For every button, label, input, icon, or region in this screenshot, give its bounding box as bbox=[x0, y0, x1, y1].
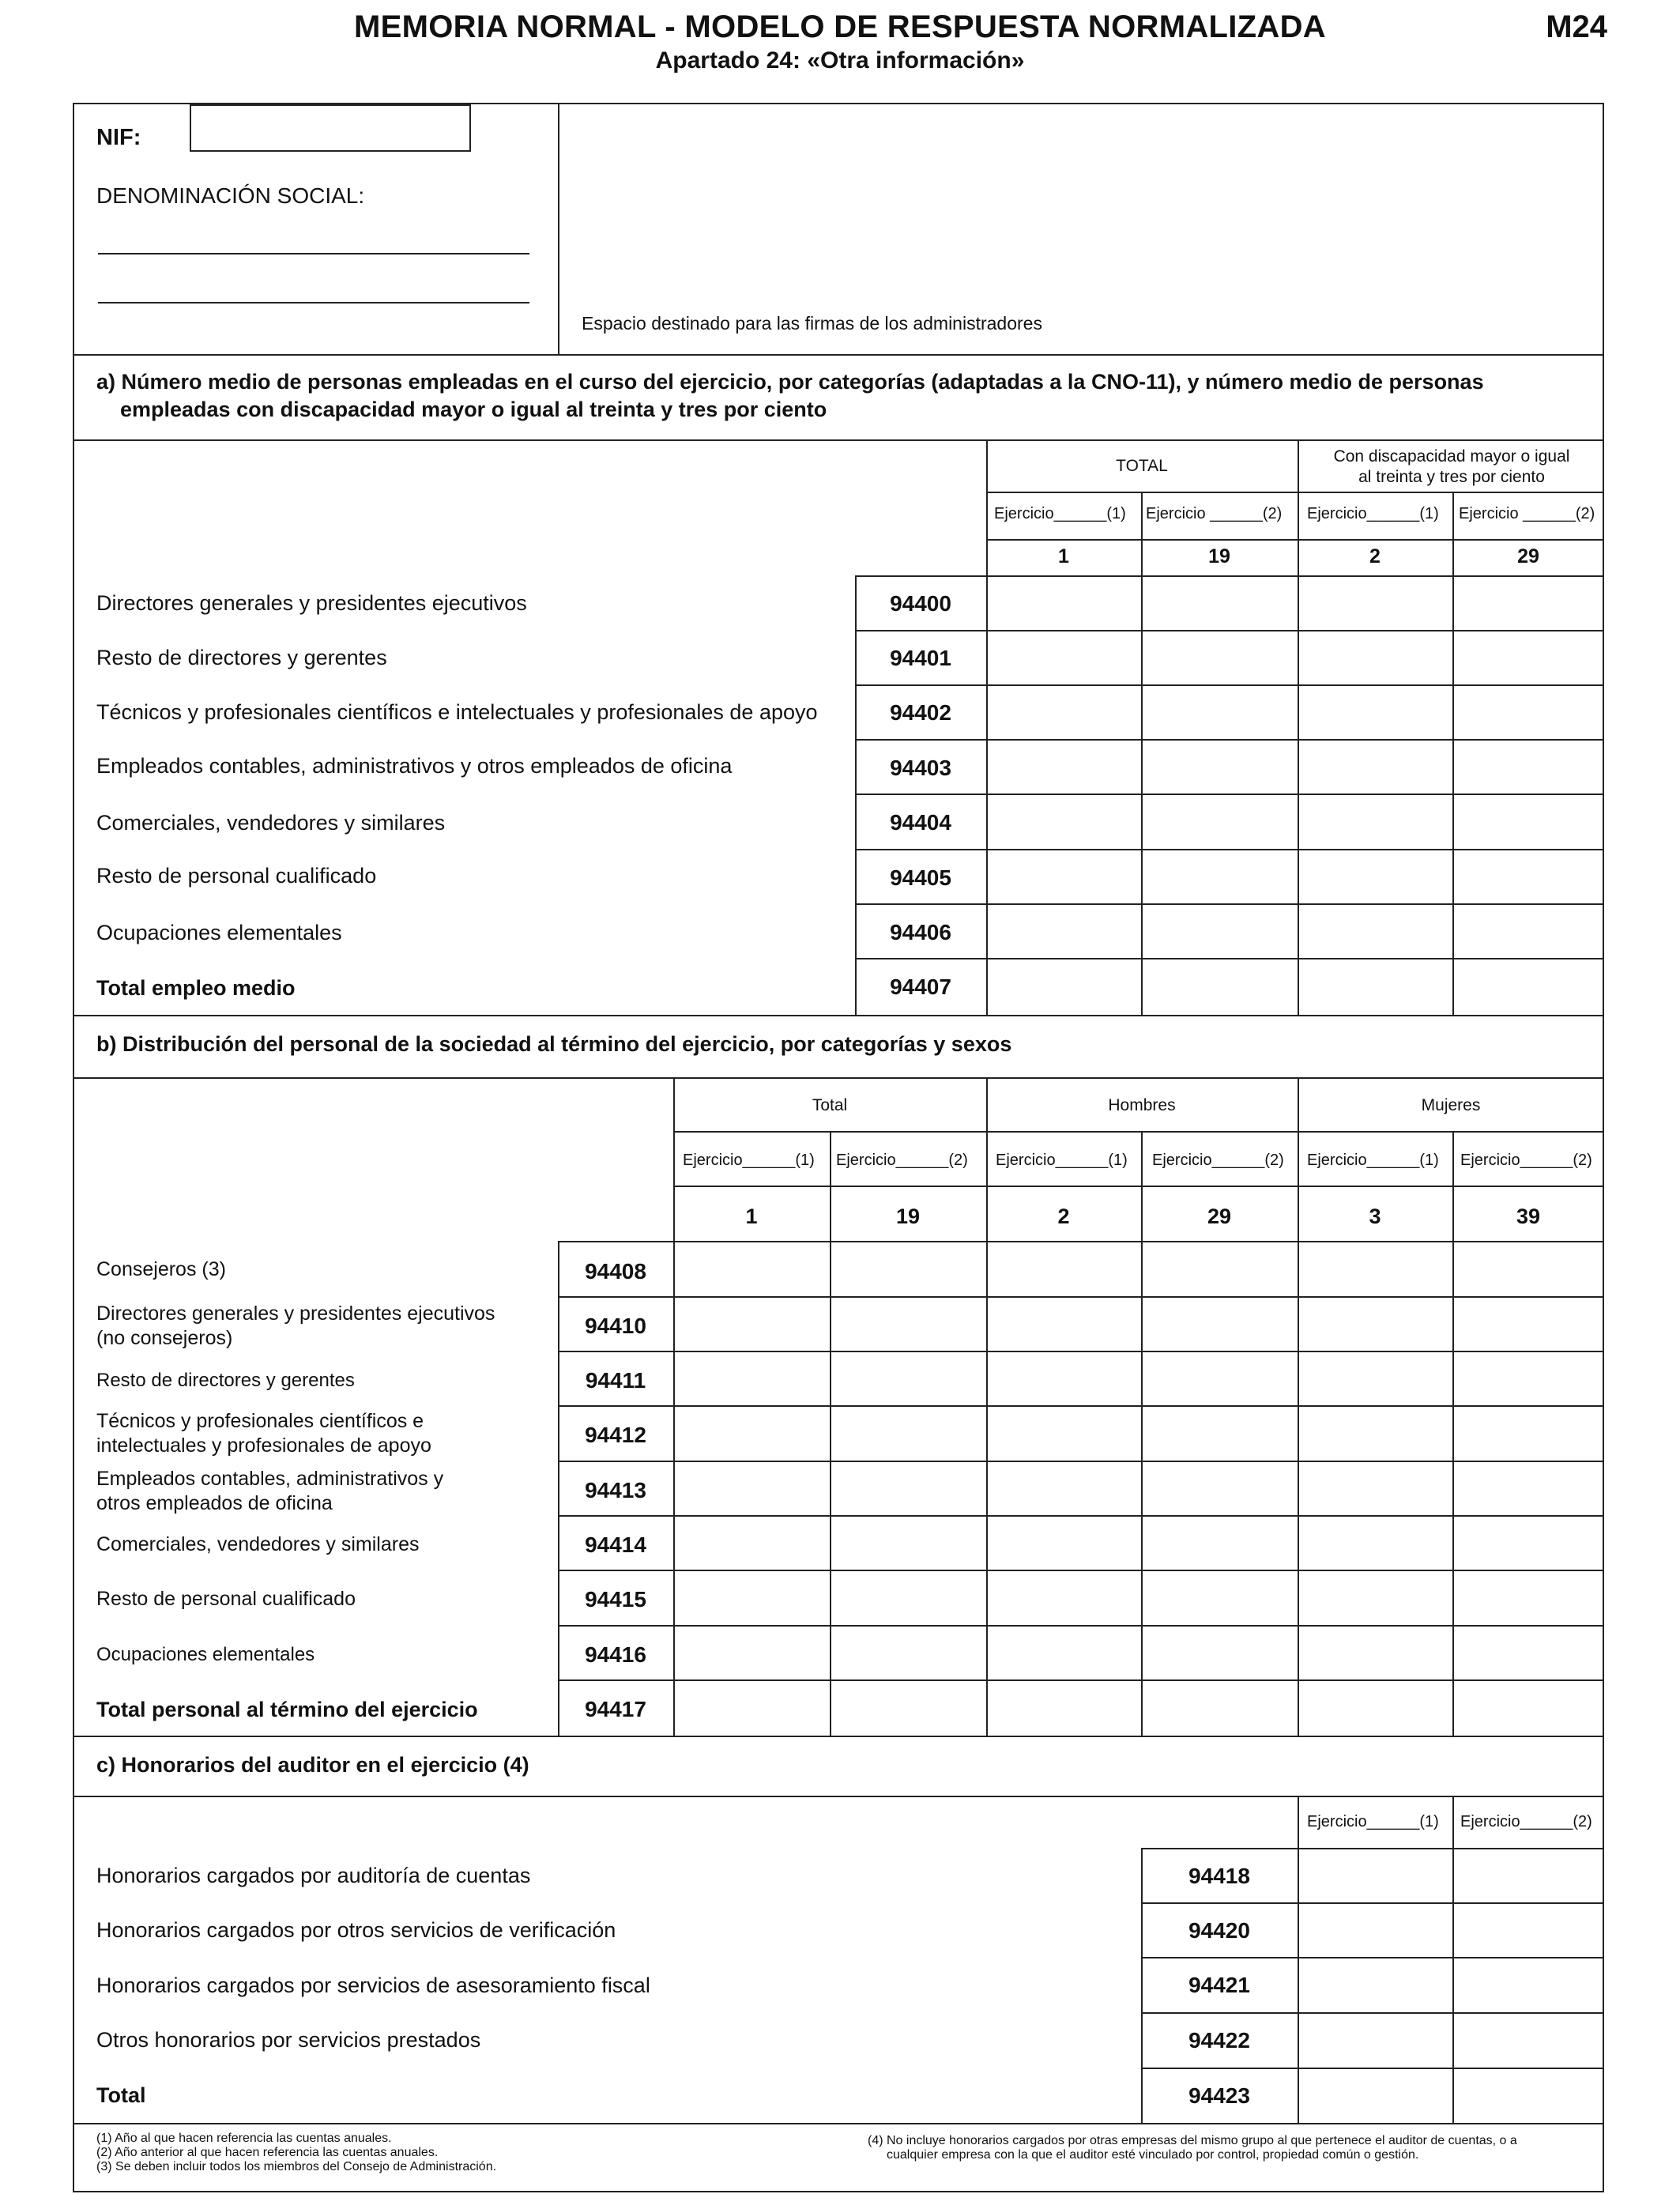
rule-a-table-top bbox=[73, 439, 1604, 441]
b-row-label: Ocupaciones elementales bbox=[96, 1644, 315, 1665]
input-cell[interactable] bbox=[988, 741, 1141, 794]
footnote-2: (2) Año anterior al que hacen referencia las cuentas anuales. bbox=[96, 2146, 439, 2159]
grid-line bbox=[855, 575, 857, 1015]
input-cell[interactable] bbox=[1143, 905, 1298, 958]
rule-footnotes bbox=[73, 2123, 1604, 2124]
b-row-code: 94413 bbox=[585, 1478, 646, 1502]
c-row-label: Total bbox=[96, 2083, 146, 2107]
denominacion-line-1[interactable] bbox=[98, 253, 529, 254]
input-cell[interactable] bbox=[1454, 1904, 1604, 1957]
input-cell[interactable] bbox=[1299, 1571, 1452, 1625]
input-cell[interactable] bbox=[831, 1242, 986, 1296]
input-cell[interactable] bbox=[1454, 1462, 1604, 1515]
input-cell[interactable] bbox=[1454, 686, 1604, 739]
a-row-code: 94401 bbox=[890, 646, 951, 670]
input-cell[interactable] bbox=[1299, 1681, 1452, 1736]
b-row-label-2: otros empleados de oficina bbox=[96, 1492, 333, 1514]
b-colnum-5: 3 bbox=[1369, 1204, 1381, 1228]
input-cell[interactable] bbox=[988, 631, 1141, 684]
b-colnum-3: 2 bbox=[1057, 1204, 1070, 1228]
a-row-label: Resto de directores y gerentes bbox=[96, 646, 387, 669]
input-cell[interactable] bbox=[1299, 1904, 1452, 1957]
input-cell[interactable] bbox=[1299, 959, 1452, 1015]
b-row-code: 94412 bbox=[585, 1423, 646, 1447]
b-row-code: 94408 bbox=[585, 1259, 646, 1284]
c-row-label: Otros honorarios por servicios prestados bbox=[96, 2028, 481, 2052]
input-cell[interactable] bbox=[675, 1352, 830, 1405]
input-cell[interactable] bbox=[988, 1681, 1141, 1736]
input-cell[interactable] bbox=[831, 1571, 986, 1625]
form-subtitle: Apartado 24: «Otra información» bbox=[655, 47, 1025, 74]
footnote-3: (3) Se deben incluir todos los miembros del Consejo de Administración. bbox=[96, 2160, 497, 2173]
input-cell[interactable] bbox=[1299, 1958, 1452, 2012]
c-row-code: 94422 bbox=[1188, 2028, 1250, 2053]
signature-note: Espacio destinado para las firmas de los administradores bbox=[582, 313, 1042, 334]
b-row-code: 94417 bbox=[585, 1697, 646, 1721]
input-cell[interactable] bbox=[1454, 1627, 1604, 1679]
a-row-label: Comerciales, vendedores y similares bbox=[96, 811, 446, 835]
b-row-code: 94415 bbox=[585, 1587, 646, 1612]
input-cell[interactable] bbox=[1143, 850, 1298, 903]
a-ejercicio-4: Ejercicio ______(2) bbox=[1459, 505, 1595, 522]
input-cell[interactable] bbox=[988, 1242, 1141, 1296]
a-row-label: Técnicos y profesionales científicos e intelectuales y profesionales de apoyo bbox=[96, 700, 818, 724]
a-row-label: Total empleo medio bbox=[96, 976, 296, 1000]
a-row-code: 94403 bbox=[890, 756, 951, 780]
c-row-label: Honorarios cargados por servicios de asesoramiento fiscal bbox=[96, 1973, 650, 1997]
b-colnum-2: 19 bbox=[895, 1204, 921, 1228]
input-cell[interactable] bbox=[1143, 1681, 1298, 1736]
c-row-code: 94420 bbox=[1188, 1918, 1250, 1943]
input-cell[interactable] bbox=[1299, 1242, 1452, 1296]
c-ejercicio-1: Ejercicio______(1) bbox=[1307, 1813, 1439, 1830]
footnote-4-line-1: (4) No incluye honorarios cargados por otras empresas del mismo grupo al que pertenece el auditor de cuentas, o a bbox=[868, 2134, 1517, 2147]
signature-area[interactable] bbox=[559, 104, 1603, 352]
input-cell[interactable] bbox=[1454, 1517, 1604, 1570]
a-colnum-3: 2 bbox=[1369, 545, 1381, 567]
footnote-4-line-2: cualquier empresa con la que el auditor esté vinculado por control, propiedad común o gestión. bbox=[887, 2148, 1419, 2162]
b-row-label: Técnicos y profesionales científicos e bbox=[96, 1410, 424, 1432]
input-cell[interactable] bbox=[1143, 577, 1298, 630]
input-cell[interactable] bbox=[675, 1627, 830, 1679]
a-row-label: Directores generales y presidentes ejecutivos bbox=[96, 591, 527, 615]
b-row-label: Total personal al término del ejercicio bbox=[96, 1698, 478, 1721]
denominacion-label: DENOMINACIÓN SOCIAL: bbox=[96, 183, 365, 208]
input-cell[interactable] bbox=[988, 1627, 1141, 1679]
b-row-code: 94416 bbox=[585, 1642, 646, 1667]
a-ejercicio-1: Ejercicio______(1) bbox=[994, 505, 1126, 522]
input-cell[interactable] bbox=[831, 1407, 986, 1461]
input-cell[interactable] bbox=[1454, 1958, 1604, 2012]
b-ejercicio-1: Ejercicio______(1) bbox=[683, 1152, 815, 1169]
section-a-title-1: a) Número medio de personas empleadas en el curso del ejercicio, por categorías (adaptadas a la CNO-11), y número medio de personas bbox=[96, 370, 1484, 394]
input-cell[interactable] bbox=[675, 1571, 830, 1625]
rule-c-top bbox=[73, 1736, 1604, 1737]
input-cell[interactable] bbox=[1454, 1571, 1604, 1625]
b-row-code: 94411 bbox=[585, 1368, 646, 1393]
a-row-code: 94405 bbox=[890, 865, 951, 890]
a-row-label: Empleados contables, administrativos y otros empleados de oficina bbox=[96, 754, 733, 778]
denominacion-line-2[interactable] bbox=[98, 302, 529, 303]
a-row-code: 94407 bbox=[890, 974, 951, 999]
input-cell[interactable] bbox=[675, 1462, 830, 1515]
a-row-code: 94404 bbox=[890, 810, 951, 835]
input-cell[interactable] bbox=[1299, 2069, 1452, 2123]
input-cell[interactable] bbox=[1143, 741, 1298, 794]
b-row-label: Resto de personal cualificado bbox=[96, 1588, 356, 1610]
input-cell[interactable] bbox=[1454, 1849, 1604, 1902]
a-row-label: Ocupaciones elementales bbox=[96, 921, 342, 944]
nif-field[interactable] bbox=[190, 104, 471, 152]
form-title: MEMORIA NORMAL - MODELO DE RESPUESTA NORMALIZADA bbox=[354, 9, 1326, 44]
b-colnum-1: 1 bbox=[745, 1204, 758, 1228]
input-cell[interactable] bbox=[1299, 1407, 1452, 1461]
a-row-code: 94400 bbox=[890, 591, 951, 616]
a-colnum-4: 29 bbox=[1517, 545, 1539, 567]
input-cell[interactable] bbox=[1299, 631, 1452, 684]
b-ejercicio-5: Ejercicio______(1) bbox=[1307, 1152, 1439, 1169]
footnote-1: (1) Año al que hacen referencia las cuentas anuales. bbox=[96, 2132, 392, 2145]
b-row-label: Consejeros (3) bbox=[96, 1258, 226, 1280]
input-cell[interactable] bbox=[988, 1517, 1141, 1570]
input-cell[interactable] bbox=[1143, 1242, 1298, 1296]
input-cell[interactable] bbox=[675, 1681, 830, 1736]
b-group-mujeres: Mujeres bbox=[1421, 1096, 1481, 1114]
rule-b-table-top bbox=[73, 1077, 1604, 1079]
b-colnum-4: 29 bbox=[1207, 1204, 1232, 1228]
input-cell[interactable] bbox=[1143, 1517, 1298, 1570]
form-code: M24 bbox=[1546, 9, 1607, 44]
input-cell[interactable] bbox=[1299, 741, 1452, 794]
a-colnum-1: 1 bbox=[1058, 545, 1069, 567]
b-colnum-6: 39 bbox=[1516, 1204, 1541, 1228]
input-cell[interactable] bbox=[1454, 1681, 1604, 1736]
input-cell[interactable] bbox=[1143, 1571, 1298, 1625]
input-cell[interactable] bbox=[1143, 795, 1298, 849]
rule-b-top bbox=[73, 1015, 1604, 1016]
input-cell[interactable] bbox=[988, 1462, 1141, 1515]
grid-line bbox=[986, 492, 1604, 493]
section-a-title-2: empleadas con discapacidad mayor o igual al treinta y tres por ciento bbox=[120, 398, 827, 421]
b-row-label: Resto de directores y gerentes bbox=[96, 1370, 355, 1391]
nif-label: NIF: bbox=[96, 125, 141, 150]
input-cell[interactable] bbox=[1299, 1849, 1452, 1902]
b-ejercicio-4: Ejercicio______(2) bbox=[1152, 1152, 1284, 1169]
input-cell[interactable] bbox=[1299, 795, 1452, 849]
b-ejercicio-2: Ejercicio______(2) bbox=[836, 1152, 968, 1169]
input-cell[interactable] bbox=[831, 1681, 986, 1736]
input-cell[interactable] bbox=[1143, 686, 1298, 739]
input-cell[interactable] bbox=[988, 1352, 1141, 1405]
input-cell[interactable] bbox=[988, 905, 1141, 958]
a-ejercicio-3: Ejercicio______(1) bbox=[1307, 505, 1439, 522]
input-cell[interactable] bbox=[831, 1352, 986, 1405]
input-cell[interactable] bbox=[988, 959, 1141, 1015]
b-row-code: 94414 bbox=[585, 1532, 646, 1557]
input-cell[interactable] bbox=[831, 1298, 986, 1351]
input-cell[interactable] bbox=[1299, 1517, 1452, 1570]
input-cell[interactable] bbox=[1143, 1407, 1298, 1461]
b-row-label-2: intelectuales y profesionales de apoyo bbox=[96, 1434, 431, 1457]
c-ejercicio-2: Ejercicio______(2) bbox=[1460, 1813, 1592, 1830]
input-cell[interactable] bbox=[1454, 850, 1604, 903]
input-cell[interactable] bbox=[1299, 2014, 1452, 2068]
input-cell[interactable] bbox=[1299, 577, 1452, 630]
input-cell[interactable] bbox=[1454, 959, 1604, 1015]
input-cell[interactable] bbox=[1454, 795, 1604, 849]
b-row-label: Comerciales, vendedores y similares bbox=[96, 1533, 420, 1555]
input-cell[interactable] bbox=[988, 850, 1141, 903]
a-ejercicio-2: Ejercicio ______(2) bbox=[1146, 505, 1283, 522]
rule-c-table-top bbox=[73, 1796, 1604, 1797]
input-cell[interactable] bbox=[1299, 1462, 1452, 1515]
input-cell[interactable] bbox=[1143, 959, 1298, 1015]
a-group-disc-2: al treinta y tres por ciento bbox=[1358, 468, 1545, 486]
input-cell[interactable] bbox=[1454, 741, 1604, 794]
input-cell[interactable] bbox=[1143, 1298, 1298, 1351]
b-group-total: Total bbox=[812, 1096, 848, 1114]
input-cell[interactable] bbox=[1299, 850, 1452, 903]
b-ejercicio-3: Ejercicio______(1) bbox=[996, 1152, 1128, 1169]
input-cell[interactable] bbox=[831, 1517, 986, 1570]
c-row-code: 94421 bbox=[1188, 1973, 1250, 1997]
input-cell[interactable] bbox=[988, 1298, 1141, 1351]
input-cell[interactable] bbox=[988, 686, 1141, 739]
input-cell[interactable] bbox=[1299, 1298, 1452, 1351]
input-cell[interactable] bbox=[831, 1462, 986, 1515]
input-cell[interactable] bbox=[1454, 2069, 1604, 2123]
input-cell[interactable] bbox=[988, 795, 1141, 849]
c-row-code: 94418 bbox=[1188, 1864, 1250, 1888]
rule-a-top bbox=[73, 354, 1604, 356]
input-cell[interactable] bbox=[1143, 1627, 1298, 1679]
input-cell[interactable] bbox=[1143, 631, 1298, 684]
grid-line bbox=[673, 1186, 1604, 1187]
input-cell[interactable] bbox=[988, 1571, 1141, 1625]
a-row-code: 94402 bbox=[890, 700, 951, 725]
input-cell[interactable] bbox=[675, 1517, 830, 1570]
input-cell[interactable] bbox=[675, 1242, 830, 1296]
b-row-label: Directores generales y presidentes ejecutivos bbox=[96, 1302, 495, 1325]
input-cell[interactable] bbox=[1454, 577, 1604, 630]
input-cell[interactable] bbox=[831, 1627, 986, 1679]
input-cell[interactable] bbox=[1143, 1462, 1298, 1515]
a-colnum-2: 19 bbox=[1208, 545, 1230, 567]
input-cell[interactable] bbox=[988, 1407, 1141, 1461]
input-cell[interactable] bbox=[1454, 1352, 1604, 1405]
b-row-code: 94410 bbox=[585, 1314, 646, 1338]
grid-line bbox=[673, 1131, 1604, 1133]
input-cell[interactable] bbox=[1454, 1298, 1604, 1351]
input-cell[interactable] bbox=[675, 1407, 830, 1461]
input-cell[interactable] bbox=[1454, 905, 1604, 958]
b-row-label: Empleados contables, administrativos y bbox=[96, 1468, 444, 1490]
input-cell[interactable] bbox=[1299, 1627, 1452, 1679]
input-cell[interactable] bbox=[1299, 1352, 1452, 1405]
input-cell[interactable] bbox=[1454, 2014, 1604, 2068]
section-c-title: c) Honorarios del auditor en el ejercicio (4) bbox=[96, 1753, 529, 1777]
input-cell[interactable] bbox=[1299, 686, 1452, 739]
a-group-total: TOTAL bbox=[1116, 457, 1168, 475]
input-cell[interactable] bbox=[988, 577, 1141, 630]
c-row-code: 94423 bbox=[1188, 2083, 1250, 2108]
grid-line bbox=[986, 539, 1604, 541]
a-row-label: Resto de personal cualificado bbox=[96, 864, 377, 888]
input-cell[interactable] bbox=[1454, 1242, 1604, 1296]
a-group-disc-1: Con discapacidad mayor o igual bbox=[1333, 447, 1570, 466]
c-row-label: Honorarios cargados por otros servicios de verificación bbox=[96, 1918, 616, 1942]
section-b-title: b) Distribución del personal de la sociedad al término del ejercicio, por categorías y sexos bbox=[96, 1032, 1012, 1056]
c-row-label: Honorarios cargados por auditoría de cuentas bbox=[96, 1864, 531, 1887]
input-cell[interactable] bbox=[1299, 905, 1452, 958]
b-row-label-2: (no consejeros) bbox=[96, 1327, 233, 1349]
a-row-code: 94406 bbox=[890, 920, 951, 944]
input-cell[interactable] bbox=[1143, 1352, 1298, 1405]
b-ejercicio-6: Ejercicio______(2) bbox=[1460, 1152, 1592, 1169]
b-group-hombres: Hombres bbox=[1108, 1096, 1176, 1114]
input-cell[interactable] bbox=[675, 1298, 830, 1351]
input-cell[interactable] bbox=[1454, 1407, 1604, 1461]
input-cell[interactable] bbox=[1454, 631, 1604, 684]
